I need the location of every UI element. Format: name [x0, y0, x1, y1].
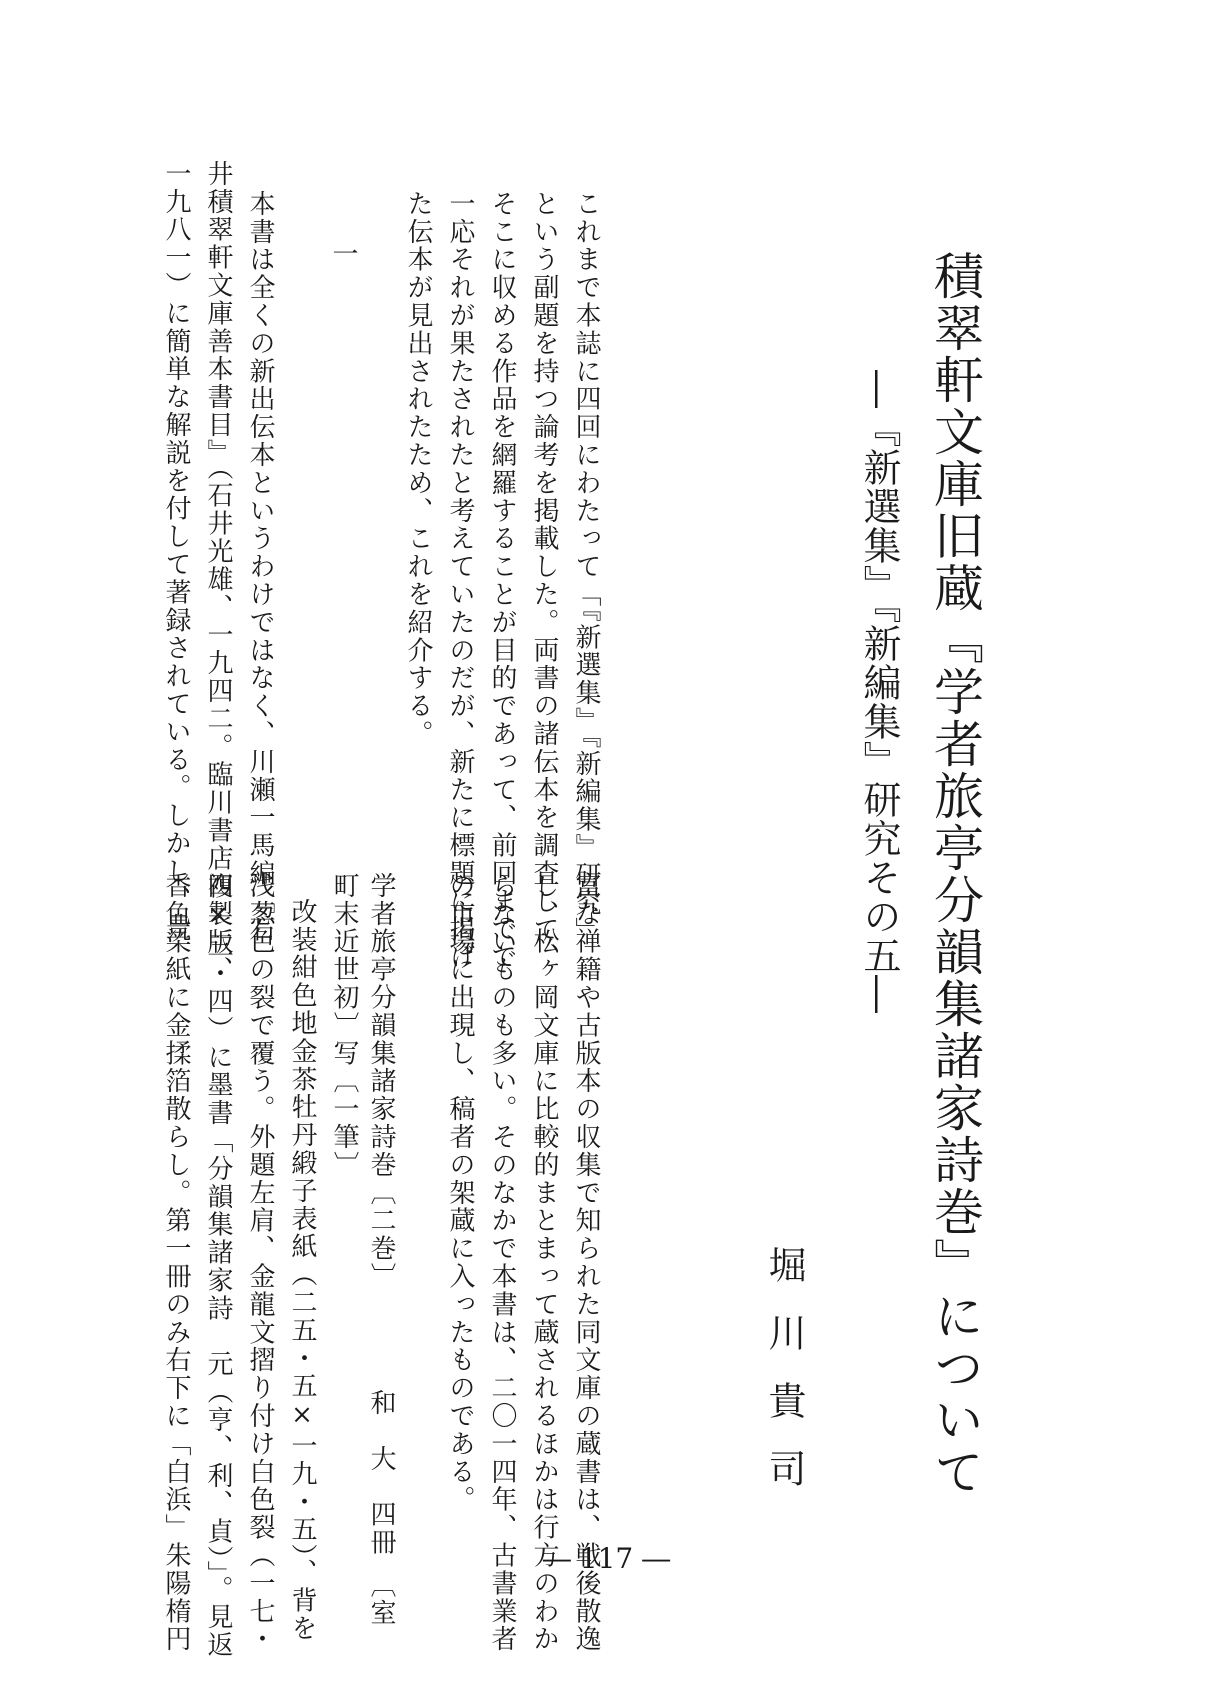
description-column: 四×三・四）に墨書「分韻集諸家詩 元（亨、利、貞）」。見返 — [203, 872, 233, 1660]
body-column: 本書は全くの新出伝本というわけではなく、川瀬一馬編『石 — [245, 190, 275, 944]
body-column: という副題を持つ論考を掲載した。両書の諸伝本を調査して、 — [529, 190, 559, 972]
section-heading: 一 — [328, 240, 358, 268]
description-column: 香色染紙に金揉箔散らし。第一冊のみ右下に「白浜」朱陽楕円 — [161, 872, 191, 1654]
body-column: これまで本誌に四回にわたって「『新選集』『新編集』研究」 — [571, 190, 601, 946]
article-title: 積翠軒文庫旧蔵『学者旅亭分韻集諸家詩巻』について — [926, 250, 984, 1498]
body-column: 富な禅籍や古版本の収集で知られた同文庫の蔵書は、戦後散逸 — [571, 872, 601, 1654]
body-column: 一応それが果たされたと考えていたのだが、新たに標題に掲げ — [445, 190, 475, 972]
body-column: の市場に出現し、稿者の架蔵に入ったものである。 — [445, 872, 475, 1514]
body-column: し、松ヶ岡文庫に比較的まとまって蔵されるほかは行方のわか — [529, 872, 559, 1654]
bibliographic-entry: 学者旅亭分韻集諸家詩巻〔二巻〕 和 大 四冊 〔室 — [366, 872, 396, 1628]
body-column: 一九八一）に簡単な解説を付して著録されている。しかし、豊 — [161, 160, 191, 942]
body-column: そこに収める作品を網羅することが目的であって、前回までで — [487, 190, 517, 972]
body-column: 井積翠軒文庫善本書目』（石井光雄、一九四二。臨川書店複製版、 — [203, 160, 233, 984]
author-name: 堀川貴司 — [762, 1245, 806, 1517]
description-column: 改装紺色地金茶牡丹緞子表紙（二五・五×一九・五）、背を — [287, 898, 317, 1643]
body-column: た伝本が見出されたため、これを紹介する。 — [403, 190, 433, 748]
body-column: らないものも多い。そのなかで本書は、二〇一四年、古書業者 — [487, 872, 517, 1654]
page-number: ― 117 ― — [542, 1542, 671, 1575]
bibliographic-entry: 町末近世初〕写〔一筆〕 — [329, 872, 359, 1179]
article-subtitle: ―『新選集』『新編集』研究その五― — [857, 370, 901, 1014]
description-column: 浅葱色の裂で覆う。外題左肩、金龍文摺り付け白色裂（一七・ — [245, 872, 275, 1654]
